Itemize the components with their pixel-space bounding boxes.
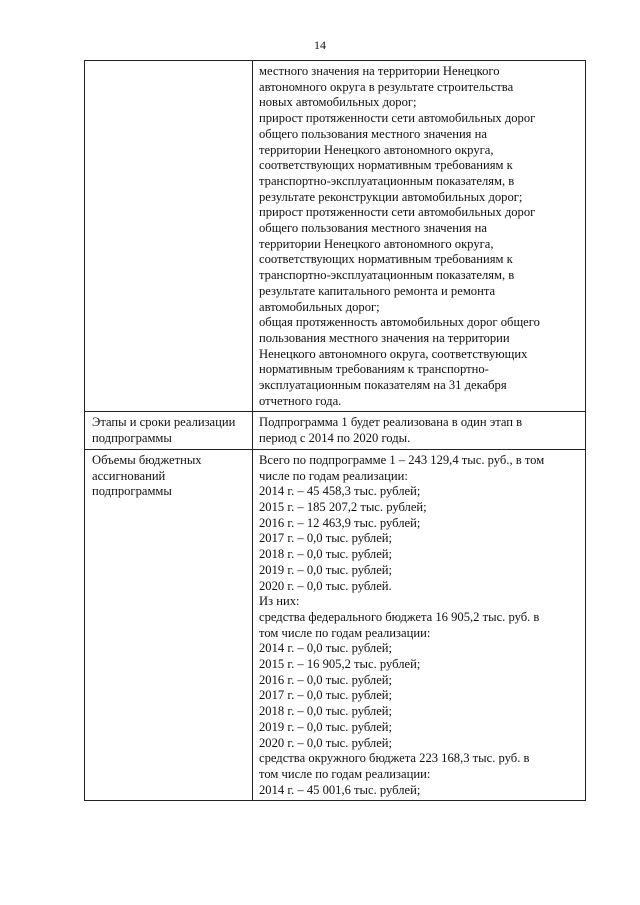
row-content-line: результате капитального ремонта и ремонта — [259, 283, 496, 298]
row-content-line: пользования местного значения на территории — [259, 330, 510, 345]
row-content-line: прирост протяженности сети автомобильных дорог — [259, 205, 536, 220]
page-number: 14 — [314, 38, 326, 52]
row-content-line: соответствующих нормативным требованиям к — [259, 158, 513, 173]
row-content-line: 2015 г. – 185 207,2 тыс. рублей; — [259, 499, 427, 514]
row-content-line: Подпрограмма 1 будет реализована в один этап в — [259, 415, 523, 430]
row-label-cell — [85, 61, 253, 412]
row-content-line: соответствующих нормативным требованиям к — [259, 252, 513, 267]
row-content-line: том числе по годам реализации: — [259, 766, 431, 781]
row-label-line: Этапы и сроки реализации — [92, 415, 236, 430]
row-content-line: 2017 г. – 0,0 тыс. рублей; — [259, 688, 393, 703]
row-content-line: нормативным требованиям к транспортно- — [259, 362, 489, 377]
row-content-line: 2017 г. – 0,0 тыс. рублей; — [259, 531, 393, 546]
row-content-line: отчетного года. — [259, 393, 342, 408]
row-content-line: Ненецкого автономного округа, соответствующих — [259, 346, 528, 361]
row-content-line: результате реконструкции автомобильных дорог; — [259, 189, 523, 204]
row-content-line: 2020 г. – 0,0 тыс. рублей. — [259, 578, 392, 593]
row-content-line: автомобильных дорог; — [259, 299, 380, 314]
row-label-cell — [85, 412, 253, 449]
row-content-line: общая протяженность автомобильных дорог общего — [259, 315, 540, 330]
row-content-line: территории Ненецкого автономного округа, — [259, 236, 494, 251]
row-content-line: 2019 г. – 0,0 тыс. рублей; — [259, 562, 393, 577]
row-content-line: средства окружного бюджета 223 168,3 тыс. руб. в — [259, 751, 530, 766]
row-content-line: 2014 г. – 45 458,3 тыс. рублей; — [259, 484, 421, 499]
row-content-line: 2016 г. – 0,0 тыс. рублей; — [259, 672, 393, 687]
row-label-line: подпрограммы — [92, 484, 172, 499]
row-label-line: ассигнований — [92, 468, 166, 483]
row-content-line: новых автомобильных дорог; — [259, 95, 417, 110]
row-content-line: 2016 г. – 12 463,9 тыс. рублей; — [259, 515, 421, 530]
row-content-line: 2014 г. – 0,0 тыс. рублей; — [259, 641, 393, 656]
row-content-line: общего пользования местного значения на — [259, 221, 487, 236]
row-label-cell — [85, 449, 253, 800]
row-content-line: средства федерального бюджета 16 905,2 тыс. руб. в — [259, 609, 540, 624]
row-content-line: прирост протяженности сети автомобильных дорог — [259, 111, 536, 126]
row-content-line: 2018 г. – 0,0 тыс. рублей; — [259, 547, 393, 562]
row-label-line: Объемы бюджетных — [92, 452, 202, 467]
row-content-line: период с 2014 по 2020 годы. — [259, 431, 411, 446]
table-row — [85, 412, 586, 449]
table-row — [85, 449, 586, 800]
row-content-line: эксплуатационным показателям на 31 декабря — [259, 378, 507, 393]
row-content-line: транспортно-эксплуатационным показателям, в — [259, 268, 515, 283]
row-content-line: числе по годам реализации: — [259, 468, 408, 483]
passport-table — [84, 60, 586, 801]
row-content-line: 2019 г. – 0,0 тыс. рублей; — [259, 719, 393, 734]
row-label-line: подпрограммы — [92, 431, 172, 446]
row-content-line: 2018 г. – 0,0 тыс. рублей; — [259, 704, 393, 719]
row-content-line: 2014 г. – 45 001,6 тыс. рублей; — [259, 782, 421, 797]
row-content-line: 2020 г. – 0,0 тыс. рублей; — [259, 735, 393, 750]
row-content-line: общего пользования местного значения на — [259, 126, 487, 141]
row-content-line: транспортно-эксплуатационным показателям, в — [259, 173, 515, 188]
row-content-line: автономного округа в результате строительства — [259, 79, 514, 94]
row-content-line: местного значения на территории Ненецкого — [259, 64, 500, 78]
row-content-cell — [253, 412, 586, 449]
row-content-cell — [253, 61, 586, 412]
row-content-cell — [253, 449, 586, 800]
row-content-line: Из них: — [259, 594, 300, 609]
row-content-line: том числе по годам реализации: — [259, 625, 431, 640]
row-content-line: Всего по подпрограмме 1 – 243 129,4 тыс. руб., в том — [259, 452, 545, 467]
row-content-line: территории Ненецкого автономного округа, — [259, 142, 494, 157]
table-row — [85, 61, 586, 412]
row-content-line: 2015 г. – 16 905,2 тыс. рублей; — [259, 657, 421, 672]
